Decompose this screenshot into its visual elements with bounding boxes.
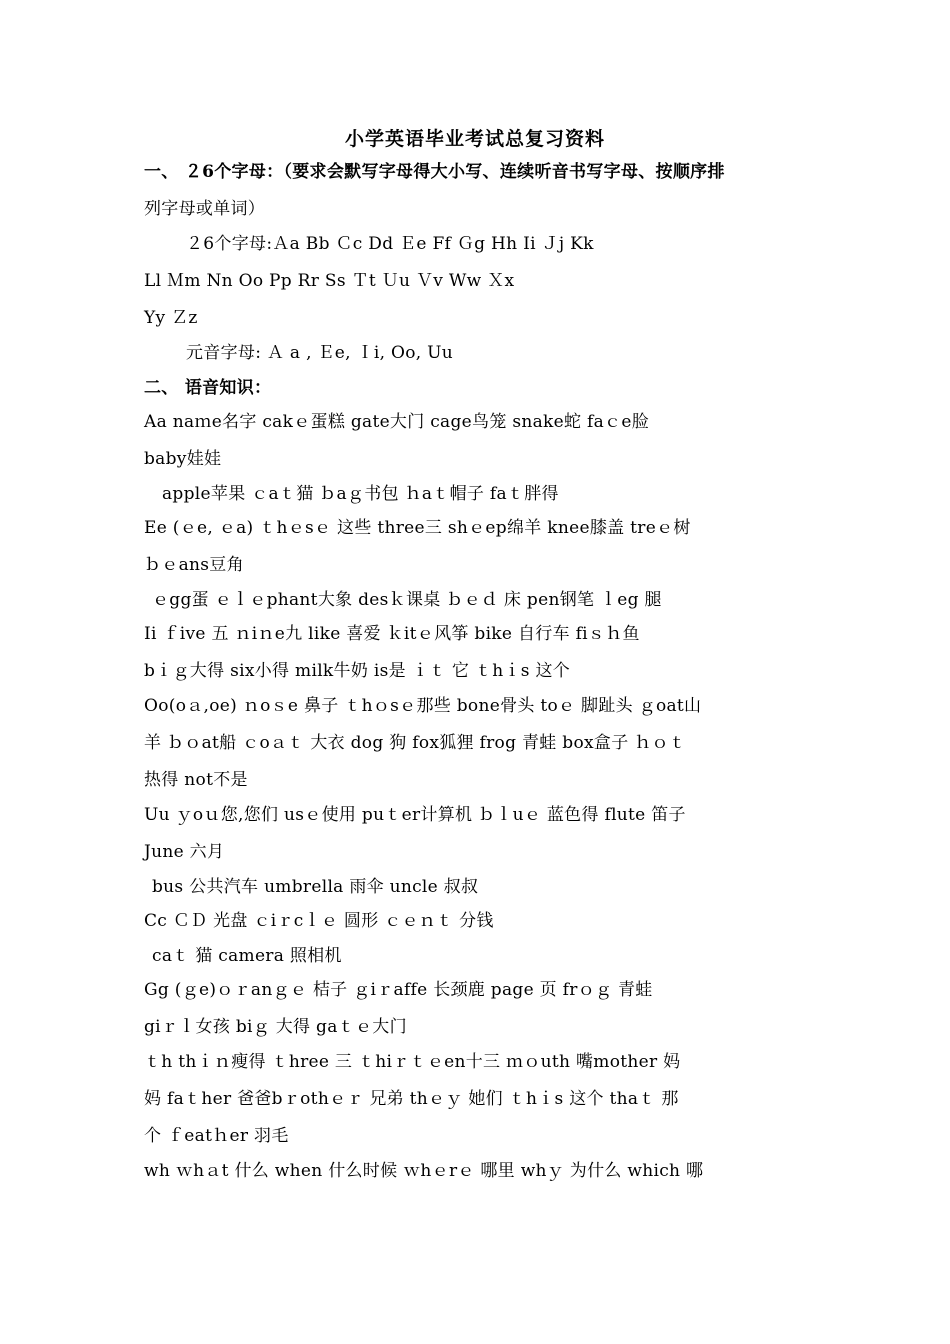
vocab-line: Uu ｙoｕ您,您们 usｅ使用 puｔer计算机 ｂｌuｅ 蓝色得 flute 笛子: [144, 805, 686, 825]
vocab-line: giｒｌ女孩 biｇ 大得 gaｔｅ大门: [144, 1017, 407, 1037]
vocab-line: Aa naｍe名字 cakｅ蛋糕 gate大门 cage鸟笼 snake蛇 faｃe脸: [144, 412, 650, 432]
vocab-line: bｉｇ大得 six小得 milk牛奶 is是 ｉｔ 它 ｔhｉs 这个: [144, 661, 571, 681]
vocab-line: Ee (ｅe, ｅa) ｔhｅsｅ 这些 three三 shｅep绵羊 knee膝盖 treｅ树: [144, 518, 691, 538]
vocab-line: baby娃娃: [144, 449, 222, 469]
vocab-line: 热得 not不是: [144, 770, 248, 790]
text-line: 列字母或单词）: [144, 199, 266, 219]
section-1-heading: 一、 ２6个字母：（要求会默写字母得大小写、连续听音书写字母、按顺序排: [144, 162, 725, 182]
alphabet-line: Ll Ｍm Nn Oo Pp Rr Ss Ｔt Ｕu Ｖv Ww Ｘx: [144, 271, 515, 291]
vocab-line: Oo(oａ,oe) ｎoｓe 鼻子 ｔhｏsｅ那些 bone骨头 toｅ 脚趾头 ｇoat山: [144, 696, 702, 716]
vocab-line: 羊 ｂｏat船 ｃoａｔ 大衣 dog 狗 fox狐狸 frog 青蛙 box盒子 ｈｏｔ: [144, 733, 687, 753]
vocab-line: caｔ 猫 camera 照相机: [152, 946, 342, 966]
document-title: 小学英语毕业考试总复习资料: [344, 128, 605, 150]
vocab-line: Ii ｆive 五 ｎiｎe九 like 喜爱 ｋitｅ风筝 bike 自行车 fiｓｈ鱼: [144, 624, 640, 644]
vocab-line: bus 公共汽车 umbrella 雨伞 uncle 叔叔: [152, 877, 479, 897]
vocab-line: ｂｅans豆角: [144, 555, 244, 575]
vocab-line: wh ｗhａt 什么 when 什么时候 ｗhｅrｅ 哪里 whｙ 为什么 which 哪: [144, 1161, 704, 1181]
vowel-letters-line: 元音字母: Ａ a , Ｅe, Ｉi, Oo, Uu: [186, 343, 454, 363]
alphabet-line: ２6个字母:Ａa Bb Ｃc Dd Ｅe Ff Ｇg Hh Ii Ｊj Kk: [186, 234, 594, 254]
vocab-line: Cc ＣＤ 光盘 ｃiｒcｌｅ 圆形 ｃｅｎｔ 分钱: [144, 911, 494, 931]
vocab-line: 妈 faｔher 爸爸bｒothｅｒ 兄弟 thｅｙ 她们 ｔhｉs 这个 thaｔ 那: [144, 1089, 679, 1109]
vocab-line: ｅgg蛋 ｅｌｅphant大象 desｋ课桌 ｂｅｄ 床 pen钢笔 ｌeg 腿: [152, 590, 662, 610]
vocab-line: ｔh thｉｎ瘦得 ｔhree 三 ｔhiｒｔｅen十三 ｍｏuth 嘴mother 妈: [144, 1052, 681, 1072]
vocab-line: Gg (ｇe)ｏｒanｇｅ 桔子 ｇiｒaffe 长颈鹿 page 页 frｏｇ 青蛙: [144, 980, 653, 1000]
vocab-line: 个 ｆeatｈer 羽毛: [144, 1126, 289, 1146]
vocab-line: June 六月: [144, 842, 225, 862]
vocab-line: apple苹果 ｃaｔ猫 ｂaｇ书包 ｈaｔ帽子 faｔ胖得: [162, 484, 559, 504]
section-2-heading: 二、 语音知识：: [144, 378, 272, 398]
alphabet-line: Yy Ｚz: [144, 308, 198, 328]
